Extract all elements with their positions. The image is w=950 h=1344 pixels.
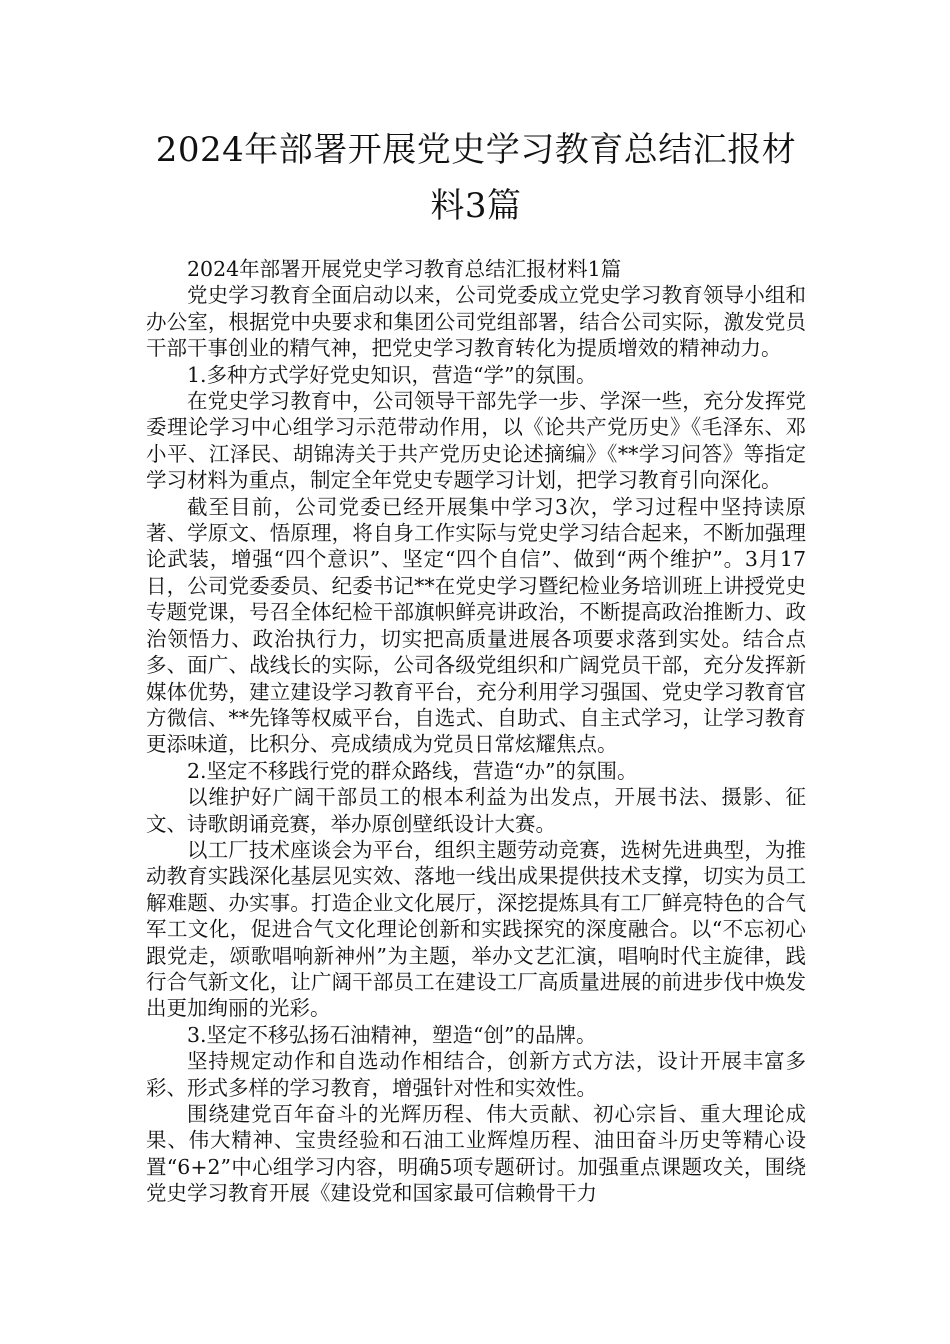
document-title-line-1: 2024年部署开展党史学习教育总结汇报材 [155,130,797,170]
document-title [146,122,806,234]
body-paragraph: 围绕建党百年奋斗的光辉历程、伟大贡献、初心宗旨、重大理论成果、伟大精神、宝贵经验和石油工业辉煌历程、油田奋斗历史等精心设置“6+2”中心组学习内容，明确5项专题研讨。加强重点课题攻关，围绕党史学习教育开展《建设党和国家最可信赖骨干力 [146,1102,806,1206]
body-paragraph: 以维护好广阔干部员工的根本利益为出发点，开展书法、摄影、征文、诗歌朗诵竞赛，举办原创壁纸设计大赛。 [146,785,806,836]
body-paragraph: 党史学习教育全面启动以来，公司党委成立党史学习教育领导小组和办公室，根据党中央要求和集团公司党组部署，结合公司实际，激发党员干部干事创业的精气神，把党史学习教育转化为提质增效的精神动力。 [146,283,806,361]
body-paragraph: 在党史学习教育中，公司领导干部先学一步、学深一些，充分发挥党委理论学习中心组学习示范带动作用，以《论共产党历史》《毛泽东、邓小平、江泽民、胡锦涛关于共产党历史论述摘编》《**学习问答》等指定学习材料为重点，制定全年党史专题学习计划，把学习教育引向深化。 [146,389,806,493]
document-page [146,122,806,1207]
document-title-line-2: 料3篇 [430,186,522,226]
section-heading-2: 2.坚定不移践行党的群众路线，营造“办”的氛围。 [187,758,638,783]
document-body [146,256,806,1207]
body-paragraph: 以工厂技术座谈会为平台，组织主题劳动竞赛，选树先进典型，为推动教育实践深化基层见实效、落地一线出成果提供技术支撑，切实为员工解难题、办实事。打造企业文化展厅，深挖提炼具有工厂鲜亮特色的合气军工文化，促进合气文化理论创新和实践探究的深度融合。以“不忘初心跟党走，颂歌唱响新神州”为主题，举办文艺汇演，唱响时代主旋律，践行合气新文化，让广阔干部员工在建设工厂高质量进展的前进步伐中焕发出更加绚丽的光彩。 [146,837,806,1021]
body-paragraph: 截至目前，公司党委已经开展集中学习3次，学习过程中坚持读原著、学原文、悟原理，将自身工作实际与党史学习结合起来，不断加强理论武装，增强“四个意识”、坚定“四个自信”、做到“两个维护”。3月17日，公司党委委员、纪委书记**在党史学习暨纪检业务培训班上讲授党史专题党课，号召全体纪检干部旗帜鲜亮讲政治，不断提高政治推断力、政治领悟力、政治执行力，切实把高质量进展各项要求落到实处。结合点多、面广、战线长的实际，公司各级党组织和广阔党员干部，充分发挥新媒体优势，建立建设学习教育平台，充分利用学习强国、党史学习教育官方微信、**先锋等权威平台，自选式、自助式、自主式学习，让学习教育更添味道，比积分、亮成绩成为党员日常炫耀焦点。 [146,494,806,757]
body-paragraph: 坚持规定动作和自选动作相结合，创新方式方法，设计开展丰富多彩、形式多样的学习教育，增强针对性和实效性。 [146,1049,806,1100]
subtitle-paragraph: 2024年部署开展党史学习教育总结汇报材料1篇 [187,257,622,281]
section-heading-1: 1.多种方式学好党史知识，营造“学”的氛围。 [187,362,597,387]
section-heading-3: 3.坚定不移弘扬石油精神，塑造“创”的品牌。 [187,1022,597,1047]
